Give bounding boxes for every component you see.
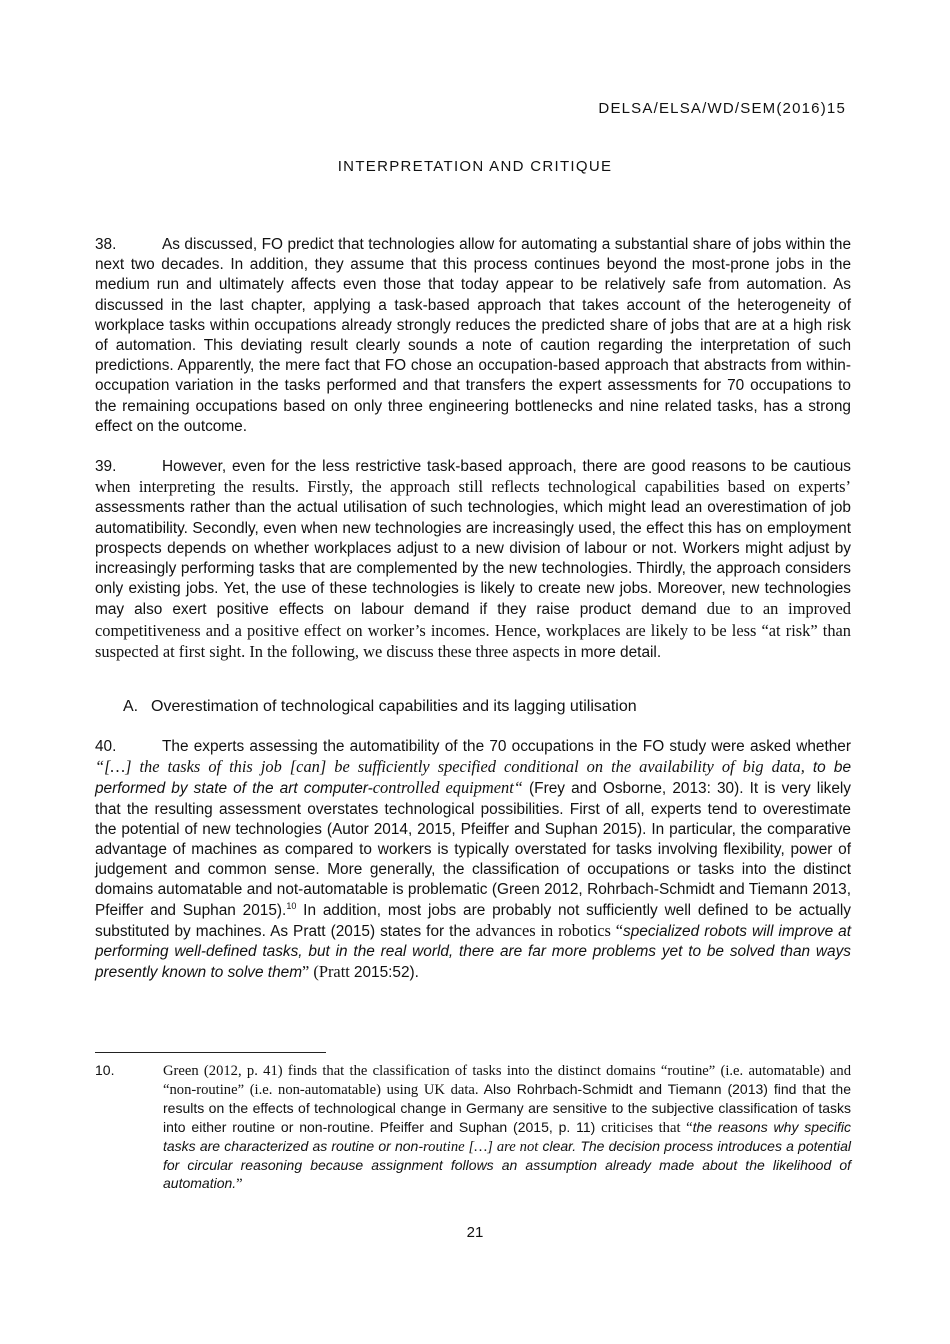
paragraph-text: (Frey and Osborne, 2013: 30). It is very likely that the resulting assessment overstates technological possibilities. First of all, experts tend to overestimate the potential of new technologies (Autor 2014, 2015, Pfeiffer and Suphan 2015). In particular, the comparative advantage of machines as compared to workers is typically overstated for tasks involving flexibility, power of judgement and common sense. More generally, the classification of occupations or tasks into the distinct domains automatable and not-automatable is problematic (Green 2012, Rohrbach-Schmidt and Tiemann 2013, Pfeiffer and Suphan 2015).: [95, 780, 851, 919]
quote-text: “[…] the tasks of this job [can] be sufficiently specified conditional on the availability of big data,: [95, 757, 813, 777]
document-reference: DELSA/ELSA/WD/SEM(2016)15: [598, 100, 846, 117]
paragraph-text: As discussed, FO predict that technologies allow for automating a substantial share of jobs within the next two decades. In addition, they assume that this process continues beyond the most-prone jobs in the medium run and ultimately affects even those that today appear to be relatively safe from automation. As discussed in the last chapter, applying a task-based approach that takes account of the heterogeneity of workplace tasks within occupations already strongly reduces the predicted share of jobs that are at a high risk of automation. This deviating result clearly sounds a note of caution regarding the interpretation of such predictions. Apparently, the mere fact that FO chose an occupation-based approach that abstracts from within-occupation variation in the tasks performed and that transfers the expert assessments for 70 occupations to the remaining occupations based on only three engineering bottlenecks and nine related tasks, has a strong effect on the outcome.: [95, 236, 851, 435]
section-title: INTERPRETATION AND CRITIQUE: [337, 158, 613, 175]
paragraph-40: [95, 737, 851, 983]
paragraph-number: 38.: [95, 236, 117, 253]
paragraph-text: In addition, most jobs are probably not sufficiently well defined to be actually substituted by machines. As Pratt (2015) states for the: [95, 901, 851, 940]
paragraph-text: However, even for the less restrictive task-based approach, there are good reasons to be cautious: [162, 458, 851, 475]
paragraph-text: ” (Pratt: [302, 962, 354, 982]
paragraph-text: due to an improved competitiveness and a positive effect on worker’s incomes. Hence, workplaces are likely to be less “at risk” than suspected at first sight. In the following, we discuss these three aspects in: [95, 599, 851, 661]
quote-text: specialized robots will improve at performing well-defined tasks, but in the real world, there are far more problems yet to be solved than ways presently known to solve them: [95, 922, 851, 982]
paragraph-text: 2015:52).: [353, 964, 419, 982]
footnote-quote: clear. The decision process introduces a potential for circular reasoning because assignment follows an assumption already made about the likelihood of automation.: [163, 1137, 851, 1192]
paragraph-number: 40.: [95, 738, 117, 755]
quote-text: controlled equipment“: [372, 778, 523, 798]
paragraph-39: [95, 457, 851, 663]
footnote-text: Green (2012, p. 41) finds that the classification of tasks into the distinct domains “routine” (i.e. automatable) and “non-routine” (i.e. non-automatable) using UK data.: [163, 1063, 851, 1099]
footnote-quote: routine […] are not: [423, 1138, 539, 1155]
quote-text: to be performed by state of the art computer-: [95, 759, 852, 798]
footnote-body: [163, 1061, 851, 1193]
footnote-text: Also Rohrbach-Schmidt and Tiemann (2013) find that the results on the effects of technological change in Germany are sensitive to the subjective classification of tasks into either routine or non-routine. Pfeiffer and Suphan (2015, p. 11): [163, 1081, 851, 1135]
footnote: [95, 1061, 851, 1193]
page-number: 21: [466, 1224, 484, 1241]
footnote-reference[interactable]: 10: [286, 900, 297, 911]
footnote-divider: [95, 1052, 326, 1053]
subsection-title: Overestimation of technological capabilities and its lagging utilisation: [151, 698, 637, 715]
paragraph-text: when interpreting the results. Firstly, the approach still reflects technological capabilities based on experts’: [95, 477, 851, 497]
footnote-number: 10.: [95, 1062, 115, 1078]
footnote-text: criticises that “: [601, 1119, 693, 1136]
subsection-heading: [123, 698, 637, 716]
paragraph-text: advances in robotics “: [475, 920, 624, 940]
paragraph-text: The experts assessing the automatibility of the 70 occupations in the FO study were asked whether: [162, 738, 851, 755]
paragraph-text: assessments rather than the actual utilisation of such technologies, which might lead an overestimation of job automatibility. Secondly, even when new technologies are increasingly used, the effect this has on employment prospects depends on whether workplaces adjust to a new division of labour or not. Workers might adjust by increasingly performing tasks that are complemented by the new technologies. Thirdly, the approach considers only existing jobs. Yet, the use of these technologies is likely to create new jobs. Moreover, new technologies may also exert positive effects on labour demand if they raise product demand: [95, 499, 851, 619]
subsection-letter: A.: [123, 698, 139, 715]
paragraph-number: 39.: [95, 458, 117, 475]
paragraph-text: more detail.: [580, 643, 662, 661]
footnote-text: ”: [236, 1176, 243, 1193]
footnote-quote: the reasons why specific tasks are characterized as routine or non-: [163, 1118, 851, 1154]
paragraph-38: [95, 235, 851, 437]
